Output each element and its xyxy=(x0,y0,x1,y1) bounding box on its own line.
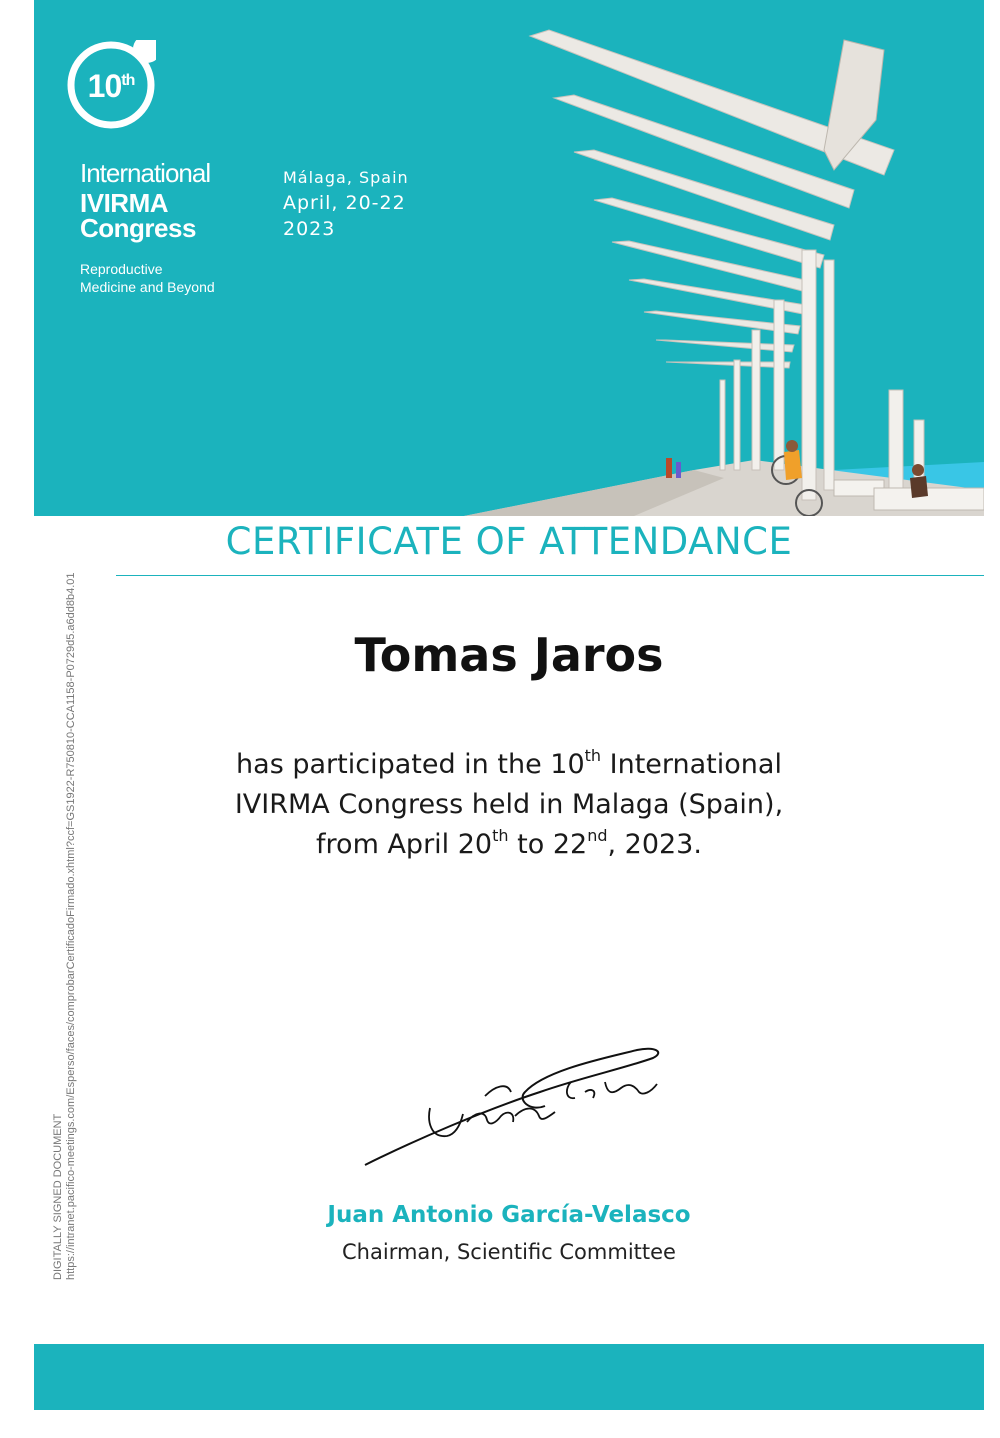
signer-role: Chairman, Scientific Committee xyxy=(342,1240,676,1264)
tagline: Reproductive Medicine and Beyond xyxy=(80,261,215,295)
certificate-title: CERTIFICATE OF ATTENDANCE xyxy=(225,520,793,563)
footer-bar xyxy=(34,1344,984,1410)
event-dates: April, 20-22 xyxy=(283,192,406,214)
signer-name: Juan Antonio García-Velasco xyxy=(327,1202,691,1228)
brand-international: International xyxy=(80,158,211,188)
title-divider xyxy=(116,575,984,576)
attendance-statement: has participated in the 10th International IVIRMA Congress held in Malaga (Spain), from April 20th to 22nd, 2023. xyxy=(234,746,784,860)
digital-signature-stamp: DIGITALLY SIGNED DOCUMENT https://intranet.pacifico-meetings.com/Esperso/faces/comprobarCertificadoFirmado.xhtml?ccf=GS1922-R750810-CCA1158-P0729d5.a6dd8b4.01 xyxy=(52,572,77,1280)
brand-congress: Congress xyxy=(80,213,196,243)
logo-number: 10th xyxy=(87,68,135,104)
header-banner xyxy=(34,0,984,516)
handwritten-signature xyxy=(335,1030,675,1170)
brand-ivirma: IVIRMA xyxy=(80,188,168,218)
event-city: Málaga, Spain xyxy=(283,168,409,187)
event-year: 2023 xyxy=(283,218,336,240)
recipient-name: Tomas Jaros xyxy=(354,628,664,682)
pergola-illustration xyxy=(34,0,984,516)
